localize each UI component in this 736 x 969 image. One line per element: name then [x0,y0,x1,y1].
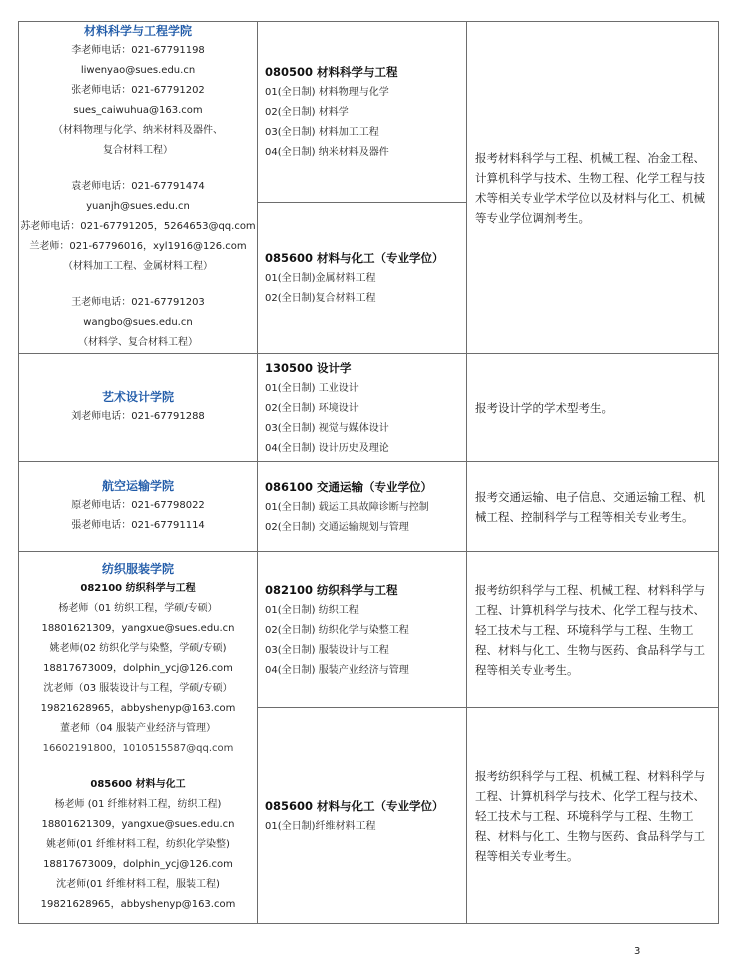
contact-subheading: 082100 纺织科学与工程 [80,583,196,594]
spacer [19,161,257,177]
contact-line: 姚老师(01 纤维材料工程，纺织化学染整) [46,839,230,850]
contact-line: 沈老师（03 服装设计与工程，学硕/专硕） [43,683,233,694]
direction-item: 02(全日制)复合材料工程 [265,293,376,304]
direction-item: 02(全日制) 交通运输规划与管理 [265,521,409,533]
program-code: 085600 材料与化工（专业学位） [265,251,444,265]
requirement-cell: 报考设计学的学术型考生。 [467,354,719,462]
contact-line: 18801621309，yangxue@sues.edu.cn [41,819,235,830]
contact-line: 刘老师电话：021-67791288 [71,411,205,422]
contact-line: 沈老师(01 纤维材料工程，服装工程) [56,879,220,890]
requirement-cell: 报考交通运输、电子信息、交通运输工程、机械工程、控制科学与工程等相关专业考生。 [467,462,719,552]
contact-line: （材料物理与化学、纳米材料及器件、 [53,125,223,136]
contact-line: 18817673009，dolphin_ycj@126.com [43,859,233,870]
contact-line: 苏老师电话：021-67791205，5264653@qq.com [20,221,256,232]
direction-item: 01(全日制) 材料物理与化学 [265,87,389,98]
requirement-cell: 报考纺织科学与工程、机械工程、材料科学与工程、计算机科学与技术、化学工程与技术、轻工技术与工程、环境科学与工程、生物工程、材料与化工、生物与医药、食品科学与工程等相关专业考生。 [467,552,719,708]
spacer [19,759,257,775]
direction-item: 01(全日制) 载运工具故障诊断与控制 [265,501,429,513]
contact-line: 原老师电话：021-67798022 [71,500,205,511]
program-code: 085600 材料与化工（专业学位） [265,798,444,813]
program-cell [258,203,467,354]
program-cell [258,552,467,708]
direction-item: 03(全日制) 服装设计与工程 [265,644,389,656]
spacer [19,277,257,293]
program-code: 082100 纺织科学与工程 [265,582,398,597]
contact-line: liwenyao@sues.edu.cn [80,65,196,76]
contact-line: 19821628965，abbyshenyp@163.com [40,899,236,910]
program-code: 086100 交通运输（专业学位） [265,479,433,494]
contact-line: 杨老师（01 纺织工程，学硕/专硕） [58,603,218,614]
program-cell [258,22,467,203]
contact-line: 姚老师(02 纺织化学与染整，学硕/专硕) [49,643,227,654]
contact-cell-art [19,354,258,462]
direction-item: 01(全日制) 纺织工程 [265,604,359,616]
contact-line: 兰老师：021-67796016，xyl1916@126.com [29,241,247,252]
dept-name: 纺织服装学院 [101,562,174,576]
contact-line: 18801621309，yangxue@sues.edu.cn [41,623,235,634]
dept-name: 航空运输学院 [101,479,174,493]
contact-line: （材料学、复合材料工程） [78,337,198,348]
contact-cell-aviation [19,462,258,552]
direction-item: 04(全日制) 纳米材料及器件 [265,147,389,158]
direction-item: 02(全日制) 材料学 [265,107,349,118]
contact-line: （材料加工工程、金属材料工程） [63,261,213,272]
contact-line: 袁老师电话：021-67791474 [71,181,205,192]
direction-item: 01(全日制) 工业设计 [265,382,359,394]
direction-item: 03(全日制) 视觉与媒体设计 [265,422,389,434]
contact-line: 董老师（04 服装产业经济与管理） [60,723,216,734]
contact-line: 王老师电话：021-67791203 [71,297,205,308]
dept-name: 材料科学与工程学院 [83,24,192,38]
program-code: 080500 材料科学与工程 [265,65,398,79]
program-cell [258,354,467,462]
contact-cell-materials [19,22,258,354]
requirement-cell: 报考材料科学与工程、机械工程、冶金工程、计算机科学与技术、生物工程、化学工程与技术等相关专业学术学位以及材料与化工、机械等专业学位调剂考生。 [467,22,719,354]
direction-item: 04(全日制) 服装产业经济与管理 [265,664,409,676]
program-cell [258,462,467,552]
program-code: 130500 设计学 [265,360,352,375]
contact-line: wangbo@sues.edu.cn [83,317,193,328]
contact-line: 張老师电话：021-67791114 [71,520,205,531]
page-number: 3 [634,946,641,957]
contact-line: 18817673009，dolphin_ycj@126.com [43,663,233,674]
direction-item: 03(全日制) 材料加工工程 [265,127,379,138]
contact-line: 杨老师 (01 纤维材料工程，纺织工程) [54,799,222,810]
contact-line: sues_caiwuhua@163.com [73,105,203,116]
contact-line: 16602191800，1010515587@qq.com [42,743,234,754]
admissions-table [18,21,719,924]
direction-item: 02(全日制) 环境设计 [265,402,359,414]
contact-line: 李老师电话：021-67791198 [71,45,205,56]
direction-item: 02(全日制) 纺织化学与染整工程 [265,624,409,636]
contact-subheading: 085600 材料与化工 [90,779,186,790]
contact-line: 19821628965，abbyshenyp@163.com [40,703,236,714]
direction-item: 01(全日制)金属材料工程 [265,273,376,284]
program-cell [258,708,467,924]
contact-line: 张老师电话：021-67791202 [71,85,205,96]
direction-item: 04(全日制) 设计历史及理论 [265,442,389,454]
contact-line: 复合材料工程） [103,145,173,156]
direction-item: 01(全日制)纤维材料工程 [265,820,376,832]
contact-line: yuanjh@sues.edu.cn [86,201,190,212]
dept-name: 艺术设计学院 [101,390,174,404]
requirement-cell: 报考纺织科学与工程、机械工程、材料科学与工程、计算机科学与技术、化学工程与技术、轻工技术与工程、环境科学与工程、生物工程、材料与化工、生物与医药、食品科学与工程等相关专业考生。 [467,708,719,924]
contact-cell-textile [19,552,258,924]
